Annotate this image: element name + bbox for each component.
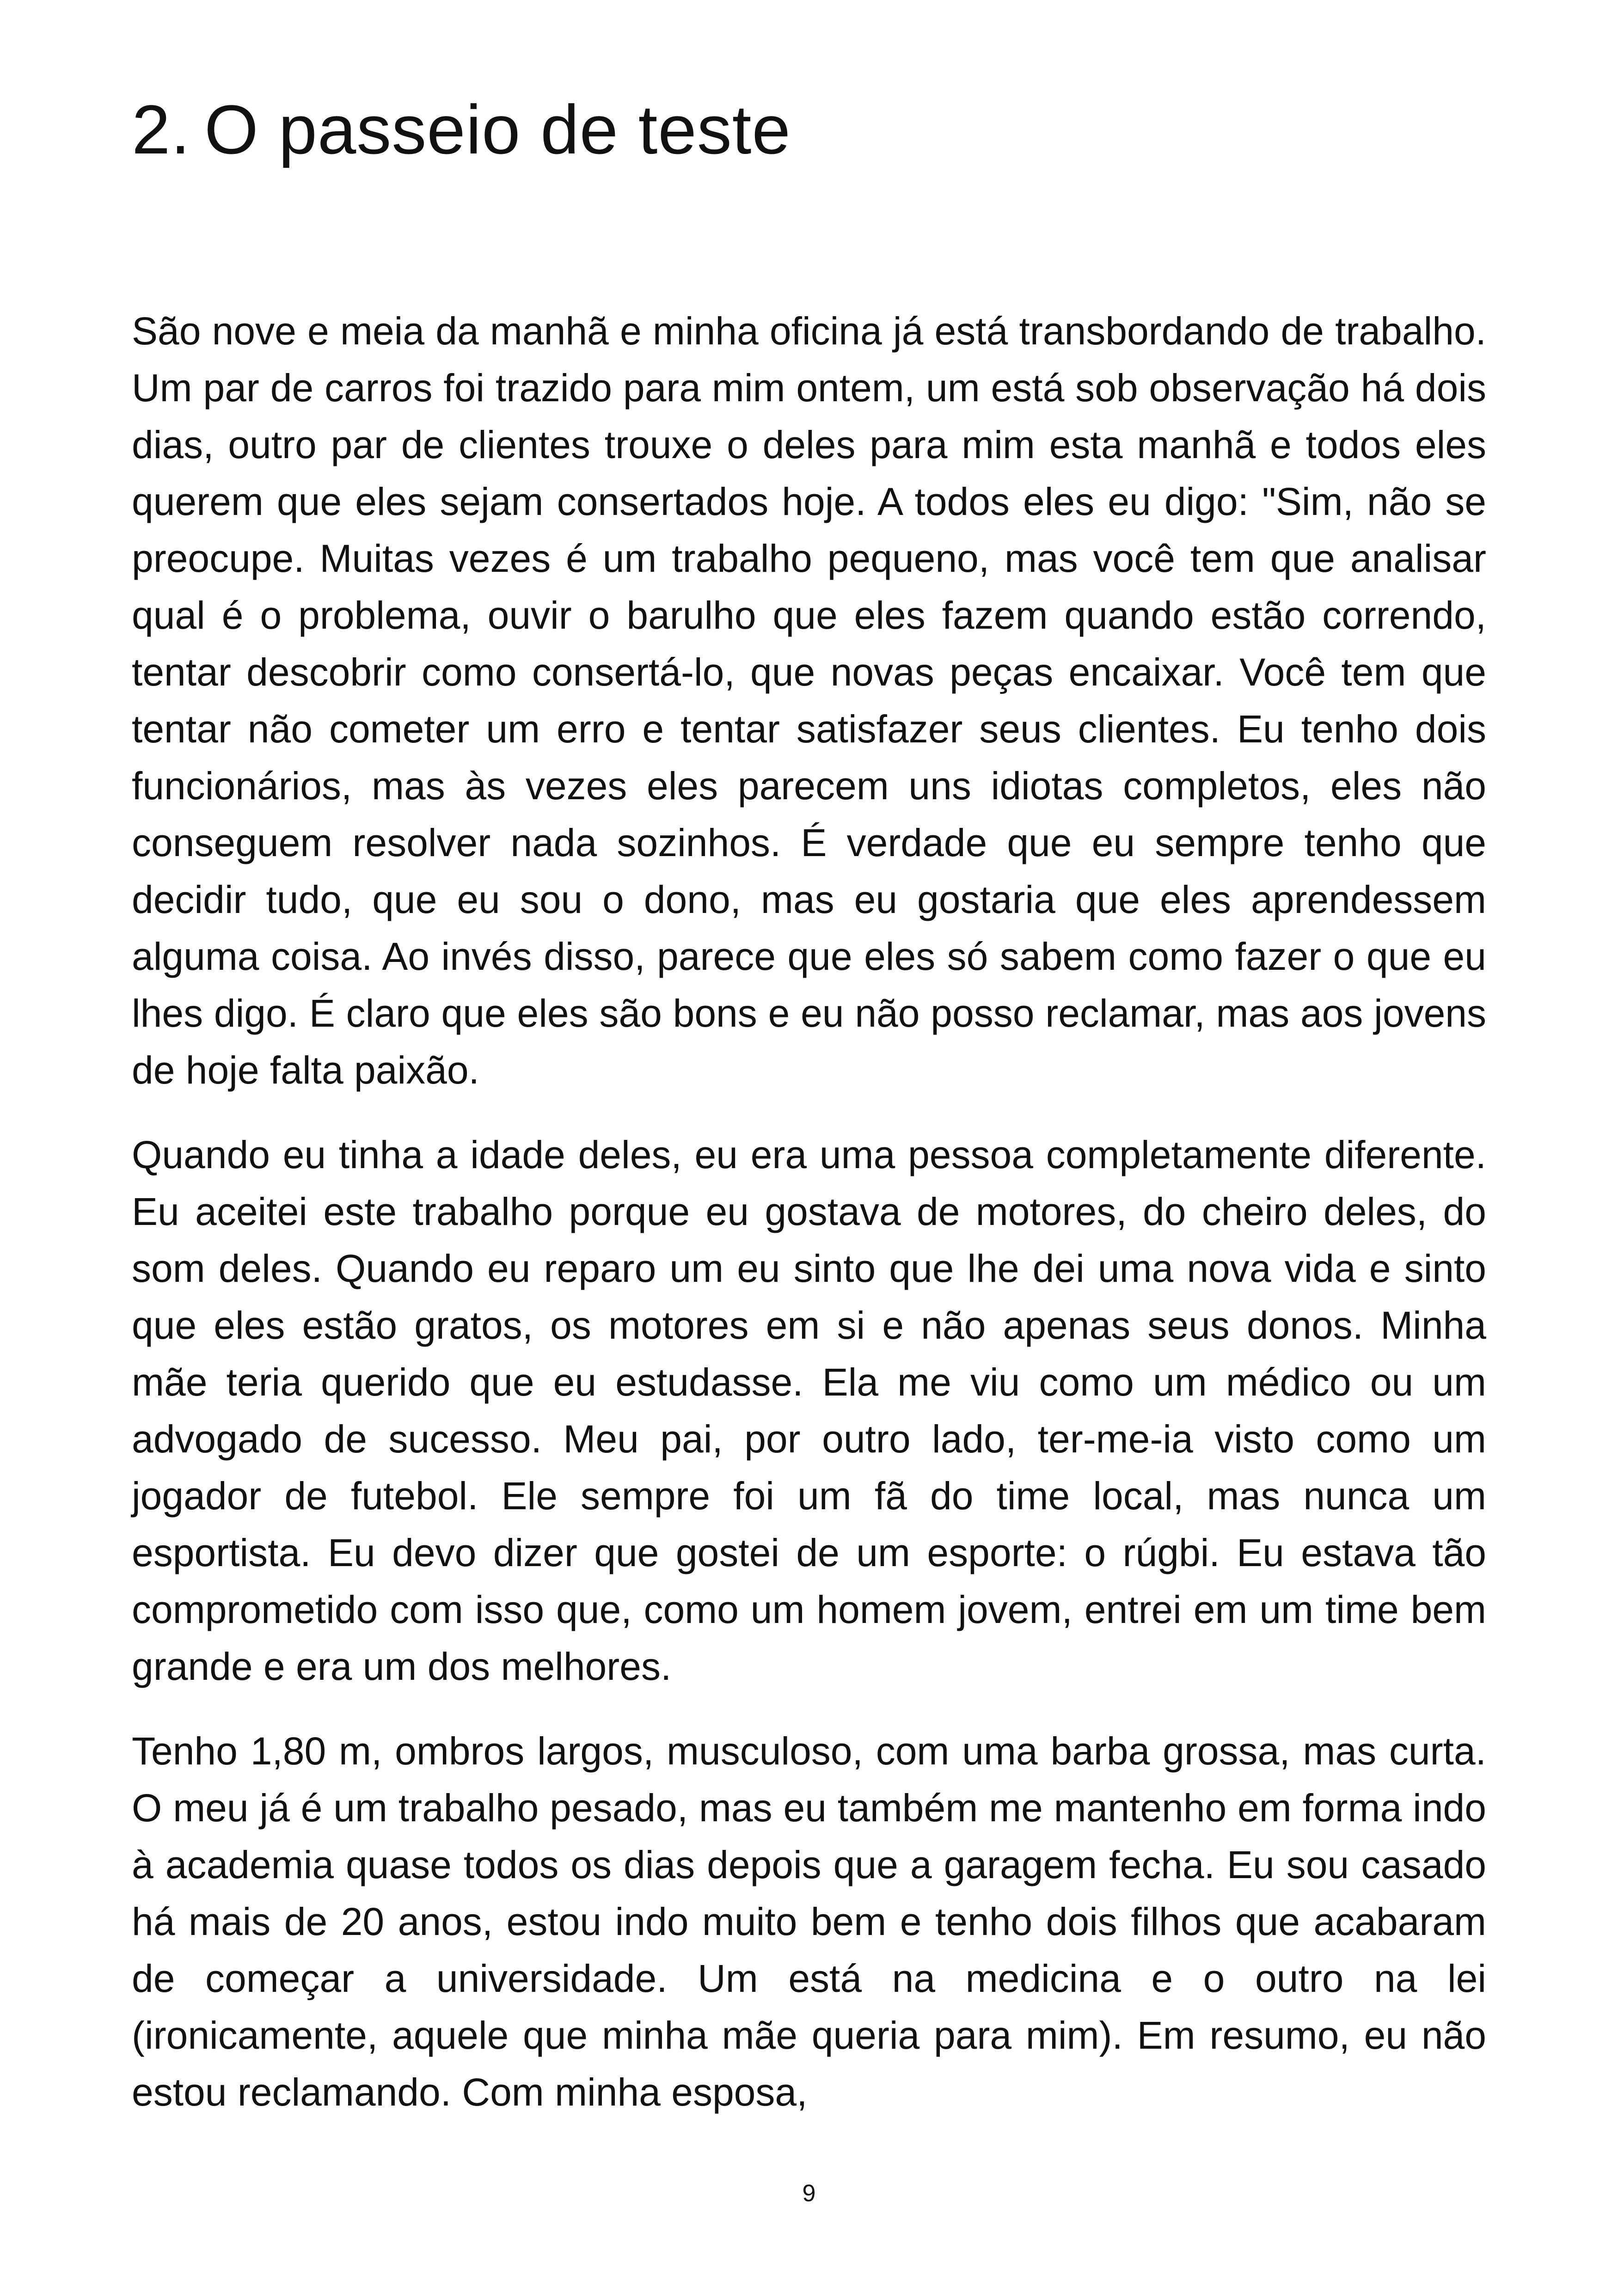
paragraph-1: São nove e meia da manhã e minha oficina já está transbordando de trabalho. Um par de carros foi trazido para mim ontem, um está sob observação há dois dias, outro par de clientes trouxe o deles para mim esta manhã e todos eles querem que eles sejam consertados hoje. A todos eles eu digo: "Sim, não se preocupe. Muitas vezes é um trabalho pequeno, mas você tem que analisar qual é o problema, ouvir o barulho que eles fazem quando estão correndo, tentar descobrir como consertá-lo, que novas peças encaixar. Você tem que tentar não cometer um erro e tentar satisfazer seus clientes. Eu tenho dois funcionários, mas às vezes eles parecem uns idiotas completos, eles não conseguem resolver nada sozinhos. É verdade que eu sempre tenho que decidir tudo, que eu sou o dono, mas eu gostaria que eles aprendessem alguma coisa. Ao invés disso, parece que eles só sabem como fazer o que eu lhes digo. É claro que eles são bons e eu não posso reclamar, mas aos jovens de hoje falta paixão. (132, 309, 1486, 1092)
chapter-number: 2. (132, 91, 191, 168)
chapter-title: O passeio de teste (204, 91, 791, 168)
chapter-heading (132, 88, 791, 171)
paragraph-2: Quando eu tinha a idade deles, eu era uma pessoa completamente diferente. Eu aceitei este trabalho porque eu gostava de motores, do cheiro deles, do som deles. Quando eu reparo um eu sinto que lhe dei uma nova vida e sinto que eles estão gratos, os motores em si e não apenas seus donos. Minha mãe teria querido que eu estudasse. Ela me viu como um médico ou um advogado de sucesso. Meu pai, por outro lado, ter-me-ia visto como um jogador de futebol. Ele sempre foi um fã do time local, mas nunca um esportista. Eu devo dizer que gostei de um esporte: o rúgbi. Eu estava tão comprometido com isso que, como um homem jovem, entrei em um time bem grande e era um dos melhores. (132, 1133, 1486, 1688)
paragraph-3: Tenho 1,80 m, ombros largos, musculoso, com uma barba grossa, mas curta. O meu já é um trabalho pesado, mas eu também me mantenho em forma indo à academia quase todos os dias depois que a garagem fecha. Eu sou casado há mais de 20 anos, estou indo muito bem e tenho dois filhos que acabaram de começar a universidade. Um está na medicina e o outro na lei (ironicamente, aquele que minha mãe queria para mim). Em resumo, eu não estou reclamando. Com minha esposa, (132, 1729, 1486, 2114)
page-number: 9 (802, 2180, 816, 2207)
chapter-body (132, 303, 1486, 2149)
